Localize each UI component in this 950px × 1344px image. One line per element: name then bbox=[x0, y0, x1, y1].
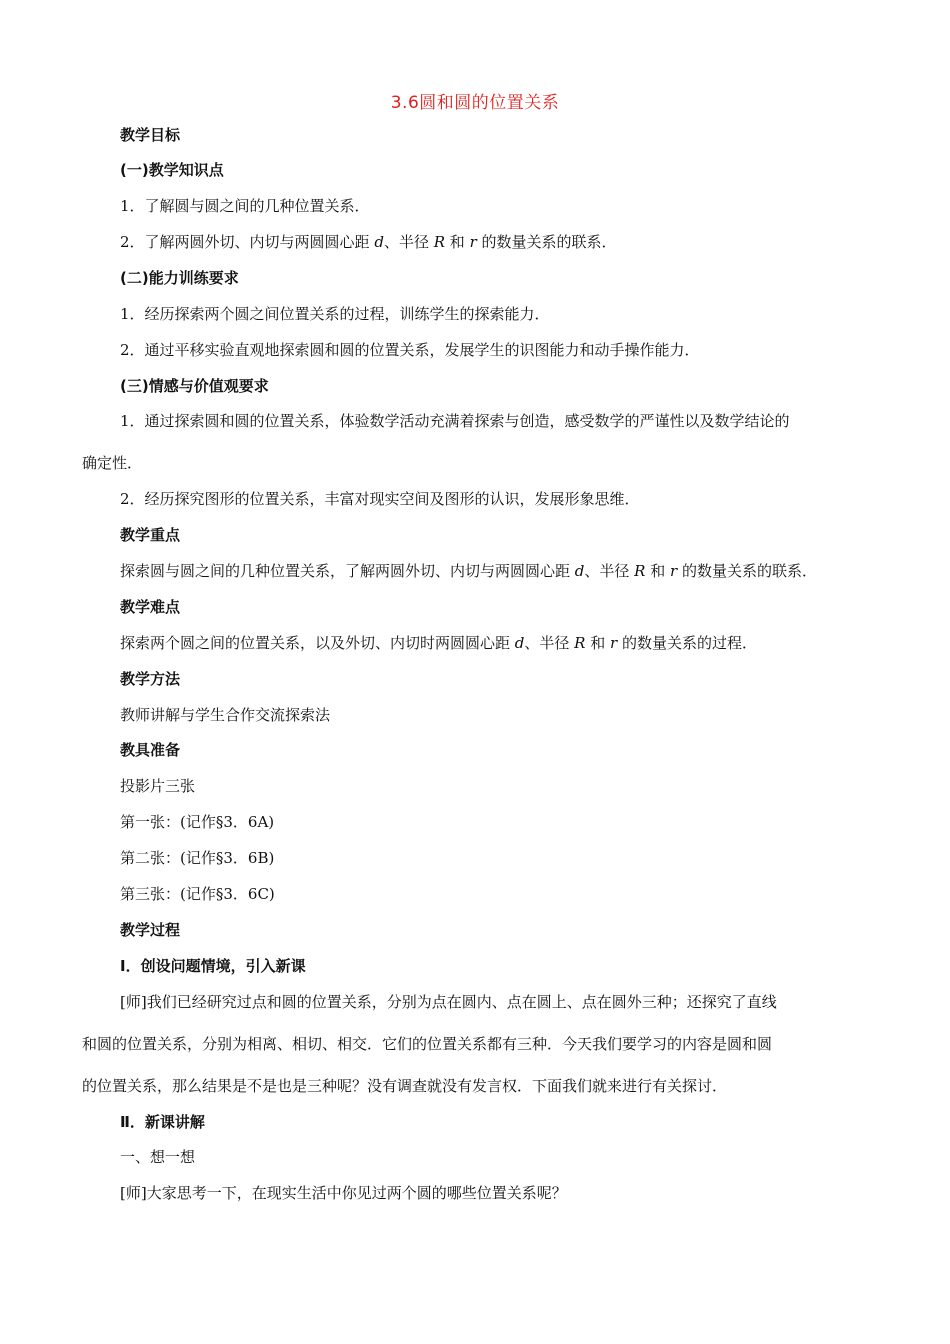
method-text: 教师讲解与学生合作交流探索法 bbox=[120, 706, 331, 724]
heading-tools: 教具准备 bbox=[120, 741, 181, 759]
emotion-item-1: 1．通过探索圆和圆的位置关系，体验数学活动充满着探索与创造，感受数学的严谨性以及数学结论的 bbox=[120, 412, 790, 430]
knowledge-item-1: 1．了解圆与圆之间的几种位置关系． bbox=[120, 197, 370, 215]
paragraph-2: [师]大家思考一下，在现实生活中你见过两个圆的哪些位置关系呢？ bbox=[120, 1184, 567, 1202]
heading-method: 教学方法 bbox=[120, 670, 181, 688]
heading-emotion: (三)情感与价值观要求 bbox=[120, 377, 269, 395]
heading-ability: (二)能力训练要求 bbox=[120, 269, 239, 287]
subsection-think: 一、想一想 bbox=[120, 1148, 196, 1166]
knowledge-item-2: 2．了解两圆外切、内切与两圆圆心距 d、半径 R 和 r 的数量关系的联系． bbox=[120, 233, 617, 251]
section-1-title: Ⅰ．创设问题情境，引入新课 bbox=[120, 957, 306, 975]
section-2-title: Ⅱ．新课讲解 bbox=[120, 1113, 205, 1131]
heading-knowledge: (一)教学知识点 bbox=[120, 161, 224, 179]
ability-item-2: 2．通过平移实验直观地探索圆和圆的位置关系，发展学生的识图能力和动手操作能力． bbox=[120, 341, 700, 359]
heading-key-points: 教学重点 bbox=[120, 526, 181, 544]
slide-1: 第一张：(记作§3．6A) bbox=[120, 813, 275, 831]
slide-3: 第三张：(记作§3．6C) bbox=[120, 885, 275, 903]
paragraph-1-line-3: 的位置关系，那么结果是不是也是三种呢？没有调查就没有发言权．下面我们就来进行有关探讨． bbox=[82, 1077, 728, 1095]
heading-process: 教学过程 bbox=[120, 921, 181, 939]
emotion-item-1-cont: 确定性． bbox=[82, 454, 143, 472]
document-title: 3.6圆和圆的位置关系 bbox=[390, 93, 560, 113]
heading-objectives: 教学目标 bbox=[120, 126, 181, 144]
difficulties-text: 探索两个圆之间的位置关系，以及外切、内切时两圆圆心距 d、半径 R 和 r 的数量关系的过程． bbox=[120, 634, 757, 652]
key-points-text: 探索圆与圆之间的几种位置关系，了解两圆外切、内切与两圆圆心距 d、半径 R 和 r 的数量关系的联系． bbox=[120, 562, 817, 580]
tools-text: 投影片三张 bbox=[120, 777, 196, 795]
heading-difficulties: 教学难点 bbox=[120, 598, 181, 616]
paragraph-1-line-1: [师]我们已经研究过点和圆的位置关系，分别为点在圆内、点在圆上、点在圆外三种；还探究了直线 bbox=[120, 993, 777, 1011]
ability-item-1: 1．经历探索两个圆之间位置关系的过程，训练学生的探索能力． bbox=[120, 305, 550, 323]
emotion-item-2: 2．经历探究图形的位置关系，丰富对现实空间及图形的认识，发展形象思维． bbox=[120, 490, 640, 508]
slide-2: 第二张：(记作§3．6B) bbox=[120, 849, 275, 867]
paragraph-1-line-2: 和圆的位置关系，分别为相离、相切、相交．它们的位置关系都有三种．今天我们要学习的内容是圆和圆 bbox=[82, 1035, 773, 1053]
